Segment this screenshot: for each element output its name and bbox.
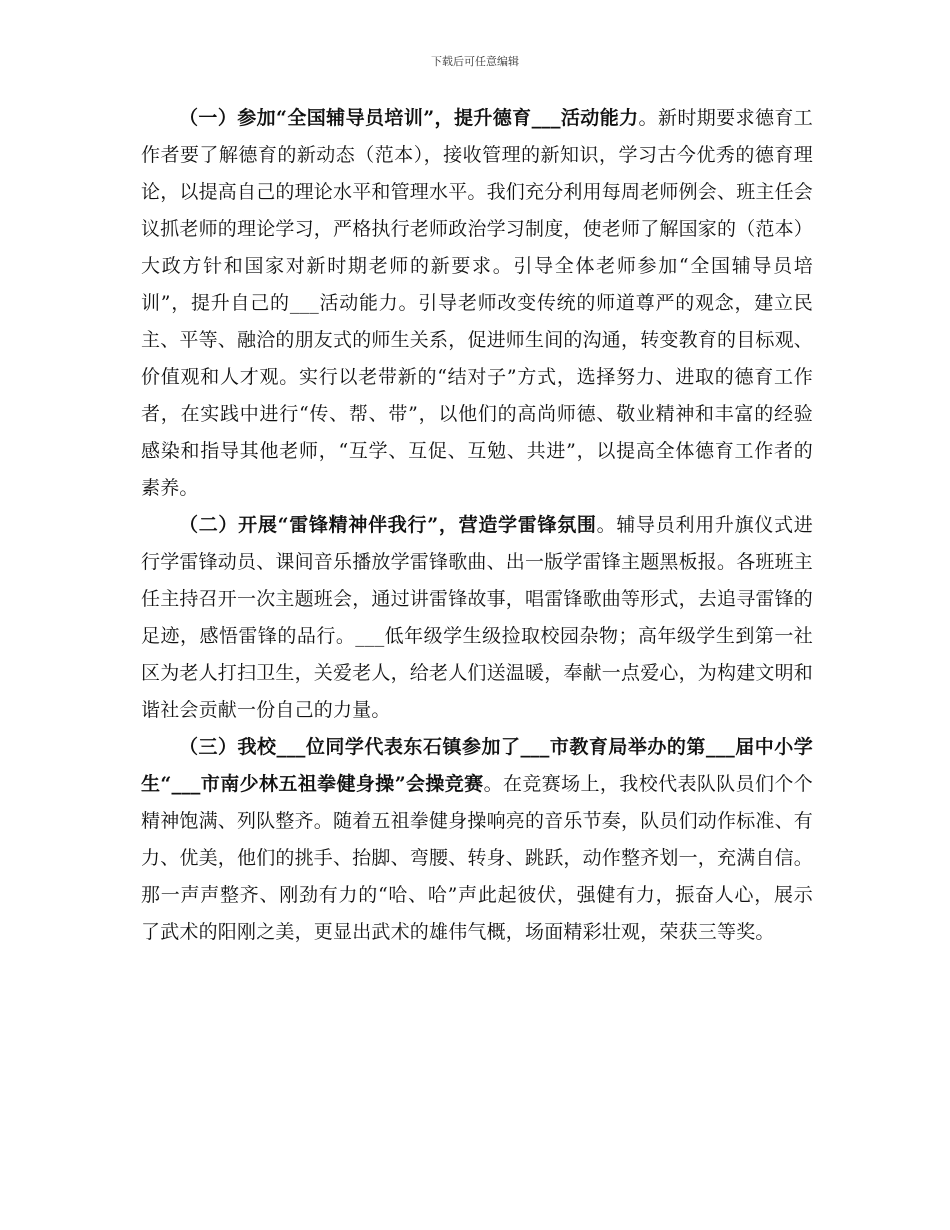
paragraph-3: [141, 729, 813, 951]
paragraph-2: [141, 507, 813, 729]
paragraph-3-heading: （三）我校___位同学代表东石镇参加了___市教育局举办的第___届中小学生“___市南少林五祖拳健身操”会操竞赛: [141, 736, 813, 795]
paragraph-2-heading: （二）开展“雷锋精神伴我行”，营造学雷锋氛围: [179, 514, 597, 536]
paragraph-1-heading: （一）参加“全国辅导员培训”，提升德育___活动能力: [179, 107, 639, 129]
paragraph-2-text: 。辅导员利用升旗仪式进行学雷锋动员、课间音乐播放学雷锋歌曲、出一版学雷锋主题黑板报。各班班主任主持召开一次主题班会，通过讲雷锋故事，唱雷锋歌曲等形式，去追寻雷锋的足迹，感悟雷锋的品行。___低年级学生级捡取校园杂物；高年级学生到第一社区为老人打扫卫生，关爱老人，给老人们送温暖，奉献一点爱心，为构建文明和谐社会贡献一份自己的力量。: [141, 514, 814, 721]
document-body: [141, 100, 813, 951]
paragraph-1-text: 。新时期要求德育工作者要了解德育的新动态（范本），接收管理的新知识，学习古今优秀的德育理论，以提高自己的理论水平和管理水平。我们充分利用每周老师例会、班主任会议抓老师的理论学习，严格执行老师政治学习制度，使老师了解国家的（范本）大政方针和国家对新时期老师的新要求。引导全体老师参加“全国辅导员培训”，提升自己的___活动能力。引导老师改变传统的师道尊严的观念，建立民主、平等、融洽的朋友式的师生关系，促进师生间的沟通，转变教育的目标观、价值观和人才观。实行以老带新的“结对子”方式，选择努力、进取的德育工作者，在实践中进行“传、帮、带”，以他们的高尚师德、敬业精神和丰富的经验感染和指导其他老师，“互学、互促、互勉、共进”，以提高全体德育工作者的素养。: [141, 107, 814, 499]
paragraph-1: [141, 100, 813, 507]
paragraph-3-text: 。在竞赛场上，我校代表队队员们个个精神饱满、列队整齐。随着五祖拳健身操响亮的音乐节奏，队员们动作标准、有力、优美，他们的挑手、抬脚、弯腰、转身、跳跃，动作整齐划一，充满自信。那一声声整齐、刚劲有力的“哈、哈”声此起彼伏，强健有力，振奋人心，展示了武术的阳刚之美，更显出武术的雄伟气概，场面精彩壮观，荣获三等奖。: [141, 773, 814, 943]
page-header: 下载后可任意编辑: [431, 55, 519, 68]
